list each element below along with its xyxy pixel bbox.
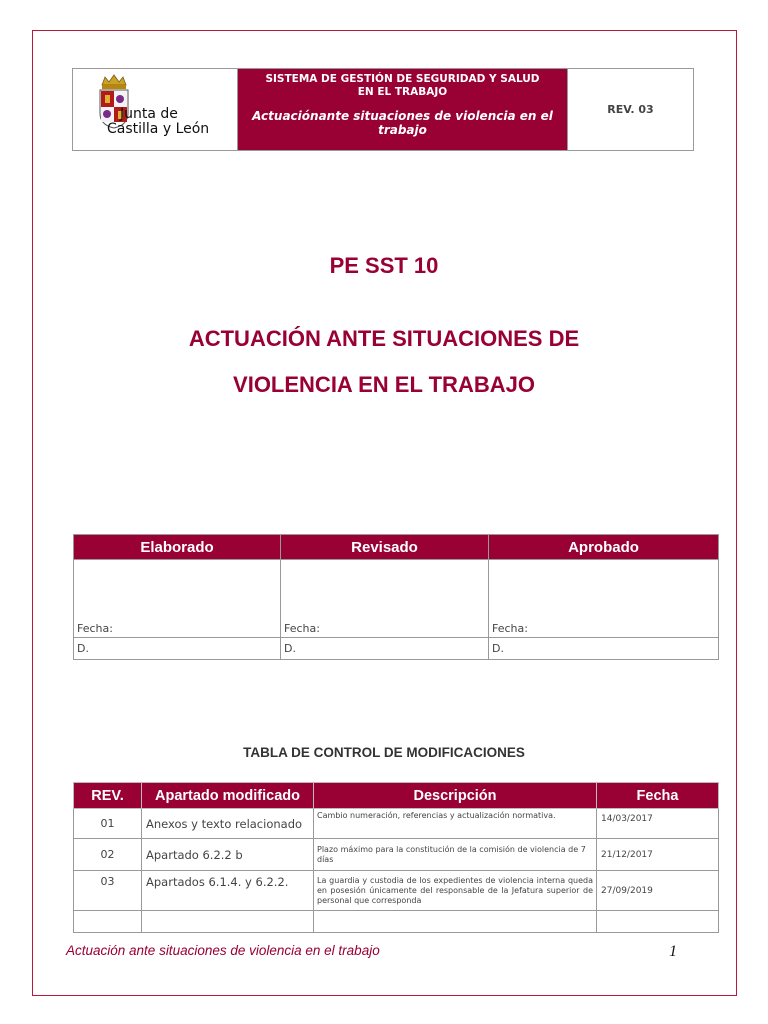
document-header (72, 68, 694, 151)
fecha-revisado: Fecha: (281, 560, 489, 638)
document-title-line-1: ACTUACIÓN ANTE SITUACIONES DE (188, 326, 580, 351)
header-rev: REV. (74, 783, 142, 809)
header-revisado: Revisado (281, 535, 489, 560)
doc-title-line-2: trabajo (378, 123, 427, 137)
table-row-empty (74, 911, 719, 933)
logo-text (107, 107, 209, 137)
cell-apartado: Apartados 6.1.4. y 6.2.2. (142, 871, 314, 911)
header-system-title (238, 69, 567, 150)
table-row (74, 809, 719, 839)
system-line-1: SISTEMA DE GESTIÓN DE SEGURIDAD Y SALUD (265, 73, 540, 85)
control-table-title: TABLA DE CONTROL DE MODIFICACIONES (243, 745, 525, 760)
header-apartado: Apartado modificado (142, 783, 314, 809)
cell-empty (597, 911, 719, 933)
cell-fecha: 14/03/2017 (597, 809, 719, 839)
system-line-2: EN EL TRABAJO (357, 86, 448, 98)
control-table (73, 782, 719, 933)
header-descripcion: Descripción (314, 783, 597, 809)
header-elaborado: Elaborado (74, 535, 281, 560)
fecha-elaborado: Fecha: (74, 560, 281, 638)
header-fecha: Fecha (597, 783, 719, 809)
cell-empty (142, 911, 314, 933)
table-row (74, 839, 719, 871)
cell-descripcion: Cambio numeración, referencias y actualización normativa. (314, 809, 597, 839)
cell-rev: 02 (74, 839, 142, 871)
logo-line-1: Junta de (120, 106, 178, 122)
document-title-line-2: VIOLENCIA EN EL TRABAJO (233, 372, 535, 397)
cell-rev: 03 (74, 871, 142, 911)
revision-label: REV. 03 (567, 69, 693, 150)
document-code: PE SST 10 (329, 253, 439, 278)
cell-fecha: 27/09/2019 (597, 871, 719, 911)
cell-descripcion: La guardia y custodia de los expedientes de violencia interna queda en posesión únicamente del responsable de la Jefatura superior de personal que corresponda (314, 871, 597, 911)
junta-logo (73, 69, 238, 150)
fecha-aprobado: Fecha: (489, 560, 719, 638)
cell-descripcion: Plazo máximo para la constitución de la comisión de violencia de 7 días (314, 839, 597, 871)
table-row (74, 871, 719, 911)
cell-fecha: 21/12/2017 (597, 839, 719, 871)
cell-empty (74, 911, 142, 933)
d-aprobado: D. (489, 638, 719, 660)
cell-apartado: Apartado 6.2.2 b (142, 839, 314, 871)
doc-title-line-1: Actuaciónante situaciones de violencia en el (252, 109, 553, 123)
footer-title: Actuación ante situaciones de violencia en el trabajo (66, 943, 380, 958)
logo-line-2: Castilla y León (107, 121, 210, 137)
page-number: 1 (669, 943, 677, 960)
cell-empty (314, 911, 597, 933)
signature-table (73, 534, 719, 660)
cell-rev: 01 (74, 809, 142, 839)
header-aprobado: Aprobado (489, 535, 719, 560)
d-revisado: D. (281, 638, 489, 660)
d-elaborado: D. (74, 638, 281, 660)
cell-apartado: Anexos y texto relacionado (142, 809, 314, 839)
